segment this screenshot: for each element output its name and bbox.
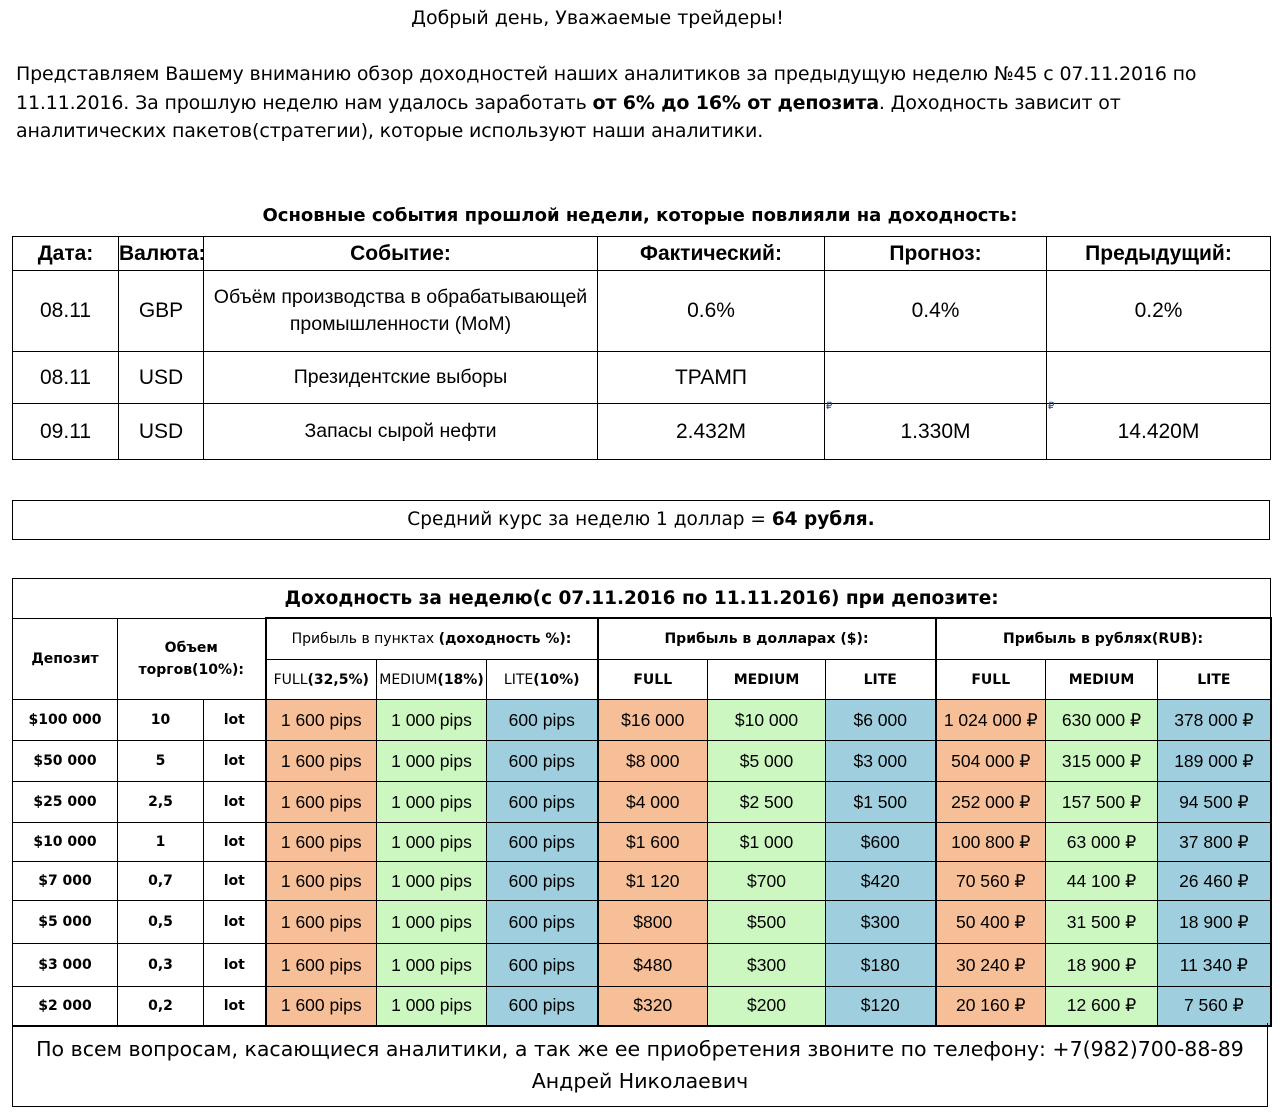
pips-medium: 1 000 pips — [377, 944, 487, 987]
footer-line-2: Андрей Николаевич — [531, 1069, 749, 1093]
event-row — [13, 352, 1271, 404]
events-header-row — [13, 237, 1271, 271]
usd-full: $1 600 — [598, 823, 708, 862]
pips-lite: 600 pips — [487, 862, 598, 901]
event-actual: 2.432M — [598, 404, 825, 460]
intro-text-1: Представляем Вашему вниманию обзор доходностей наших аналитиков за предыдущую неделю №45 с 07.11.2016 по 11.11.2016. За прошлую неделю нам удалось заработать — [16, 63, 1197, 114]
header-usd-group: Прибыль в долларах ($): — [598, 618, 936, 660]
rub-lite: 94 500 ₽ — [1158, 782, 1271, 823]
pips-lite: 600 pips — [487, 987, 598, 1026]
profit-table — [12, 578, 1272, 1027]
volume-value: 0,2 — [118, 987, 204, 1026]
rub-full: 100 800 ₽ — [936, 823, 1046, 862]
profit-title-row — [13, 579, 1271, 619]
header-points-group — [266, 618, 598, 660]
usd-medium: $500 — [708, 901, 826, 944]
event-forecast: 0.4% — [825, 271, 1047, 352]
sub-points-lite — [487, 660, 598, 700]
rub-full: 252 000 ₽ — [936, 782, 1046, 823]
header-currency: Валюта: — [119, 237, 204, 271]
rub-full: 30 240 ₽ — [936, 944, 1046, 987]
deposit-value: $3 000 — [13, 944, 118, 987]
ruble-marker-icon: ₽ — [826, 401, 833, 412]
sub-points-full-label: FULL — [273, 671, 308, 688]
profit-row — [13, 987, 1271, 1026]
usd-lite: $420 — [826, 862, 936, 901]
usd-full: $1 120 — [598, 862, 708, 901]
deposit-value: $25 000 — [13, 782, 118, 823]
rub-medium: 157 500 ₽ — [1046, 782, 1158, 823]
event-previous — [1047, 352, 1271, 404]
volume-value: 10 — [118, 700, 204, 741]
footer-line-1: По всем вопросам, касающиеся аналитики, а так же ее приобретения звоните по телефону: +7(982)700-88-89 — [36, 1037, 1244, 1061]
profit-body — [13, 700, 1271, 1026]
usd-full: $480 — [598, 944, 708, 987]
profit-row — [13, 823, 1271, 862]
intro-highlight: от 6% до 16% от депозита — [592, 91, 879, 114]
exchange-rate-box — [12, 500, 1270, 540]
sub-points-lite-pct: (10%) — [533, 671, 580, 688]
event-previous-cell — [1047, 401, 1271, 460]
sub-points-medium-pct: (18%) — [437, 671, 484, 688]
header-points-label: Прибыль в пунктах — [291, 631, 439, 647]
event-currency: USD — [119, 404, 204, 460]
sub-usd-lite: LITE — [826, 660, 936, 700]
event-previous: 0.2% — [1047, 271, 1271, 352]
usd-full: $4 000 — [598, 782, 708, 823]
rub-lite: 37 800 ₽ — [1158, 823, 1271, 862]
header-forecast: Прогноз: — [825, 237, 1047, 271]
usd-medium: $5 000 — [708, 741, 826, 782]
deposit-value: $7 000 — [13, 862, 118, 901]
usd-full: $8 000 — [598, 741, 708, 782]
profit-row — [13, 944, 1271, 987]
sub-points-medium — [377, 660, 487, 700]
rub-medium: 315 000 ₽ — [1046, 741, 1158, 782]
greeting: Добрый день, Уважаемые трейдеры! — [411, 7, 784, 29]
volume-unit: lot — [204, 944, 266, 987]
usd-lite: $1 500 — [826, 782, 936, 823]
event-date: 08.11 — [13, 271, 119, 352]
volume-unit: lot — [204, 782, 266, 823]
rub-full: 504 000 ₽ — [936, 741, 1046, 782]
sub-points-lite-label: LITE — [503, 671, 534, 688]
usd-lite: $6 000 — [826, 700, 936, 741]
rub-lite: 189 000 ₽ — [1158, 741, 1271, 782]
events-title: Основные события прошлой недели, которые повлияли на доходность: — [262, 205, 1018, 226]
pips-medium: 1 000 pips — [377, 782, 487, 823]
pips-medium: 1 000 pips — [377, 987, 487, 1026]
usd-medium: $10 000 — [708, 700, 826, 741]
pips-lite: 600 pips — [487, 741, 598, 782]
rub-medium: 12 600 ₽ — [1046, 987, 1158, 1026]
usd-full: $320 — [598, 987, 708, 1026]
profit-row — [13, 700, 1271, 741]
usd-medium: $1 000 — [708, 823, 826, 862]
usd-full: $800 — [598, 901, 708, 944]
event-name: Запасы сырой нефти — [204, 404, 598, 460]
rub-medium: 44 100 ₽ — [1046, 862, 1158, 901]
pips-lite: 600 pips — [487, 944, 598, 987]
event-actual: ТРАМП — [598, 352, 825, 404]
volume-unit: lot — [204, 823, 266, 862]
event-currency: GBP — [119, 271, 204, 352]
usd-medium: $2 500 — [708, 782, 826, 823]
deposit-value: $5 000 — [13, 901, 118, 944]
volume-unit: lot — [204, 901, 266, 944]
profit-row — [13, 741, 1271, 782]
usd-lite: $120 — [826, 987, 936, 1026]
rub-medium: 630 000 ₽ — [1046, 700, 1158, 741]
usd-medium: $700 — [708, 862, 826, 901]
pips-full: 1 600 pips — [266, 823, 377, 862]
header-previous: Предыдущий: — [1047, 237, 1271, 271]
pips-full: 1 600 pips — [266, 782, 377, 823]
intro-text-2: . Доходность зависит от аналитических пакетов(стратегии), которые используют наши аналитики. — [16, 91, 1121, 142]
profit-group-row — [13, 618, 1271, 660]
deposit-value: $50 000 — [13, 741, 118, 782]
pips-full: 1 600 pips — [266, 741, 377, 782]
sub-points-full — [266, 660, 377, 700]
header-points-bold: (доходность %): — [438, 631, 572, 647]
volume-value: 5 — [118, 741, 204, 782]
pips-medium: 1 000 pips — [377, 700, 487, 741]
event-currency: USD — [119, 352, 204, 404]
usd-lite: $300 — [826, 901, 936, 944]
sub-usd-full: FULL — [598, 660, 708, 700]
rub-lite: 7 560 ₽ — [1158, 987, 1271, 1026]
event-forecast: 1.330M — [900, 419, 971, 443]
rub-lite: 18 900 ₽ — [1158, 901, 1271, 944]
ruble-marker-icon: ₽ — [1048, 401, 1055, 412]
sub-points-full-pct: (32,5%) — [307, 671, 369, 688]
rub-lite: 26 460 ₽ — [1158, 862, 1271, 901]
rub-lite: 378 000 ₽ — [1158, 700, 1271, 741]
event-date: 09.11 — [13, 404, 119, 460]
exchange-rate-text: Средний курс за неделю 1 доллар = — [407, 509, 772, 530]
sub-usd-medium: MEDIUM — [708, 660, 826, 700]
rub-medium: 31 500 ₽ — [1046, 901, 1158, 944]
deposit-value: $100 000 — [13, 700, 118, 741]
volume-value: 0,3 — [118, 944, 204, 987]
usd-full: $16 000 — [598, 700, 708, 741]
volume-unit: lot — [204, 700, 266, 741]
event-forecast-cell — [825, 401, 1047, 460]
header-rub-group: Прибыль в рублях(RUB): — [936, 618, 1271, 660]
pips-medium: 1 000 pips — [377, 901, 487, 944]
pips-lite: 600 pips — [487, 823, 598, 862]
pips-lite: 600 pips — [487, 782, 598, 823]
event-forecast — [825, 352, 1047, 404]
volume-value: 0,7 — [118, 862, 204, 901]
usd-medium: $200 — [708, 987, 826, 1026]
deposit-value: $2 000 — [13, 987, 118, 1026]
rub-full: 50 400 ₽ — [936, 901, 1046, 944]
volume-unit: lot — [204, 862, 266, 901]
rub-medium: 63 000 ₽ — [1046, 823, 1158, 862]
pips-lite: 600 pips — [487, 700, 598, 741]
event-name: Президентские выборы — [204, 352, 598, 404]
rub-medium: 18 900 ₽ — [1046, 944, 1158, 987]
event-previous: 14.420M — [1117, 419, 1200, 443]
header-volume: Объем торгов(10%): — [118, 618, 266, 700]
rub-full: 20 160 ₽ — [936, 987, 1046, 1026]
usd-lite: $180 — [826, 944, 936, 987]
pips-full: 1 600 pips — [266, 987, 377, 1026]
profit-row — [13, 862, 1271, 901]
footer-contact — [12, 1023, 1268, 1107]
header-date: Дата: — [13, 237, 119, 271]
sub-rub-lite: LITE — [1158, 660, 1271, 700]
sub-rub-full: FULL — [936, 660, 1046, 700]
event-row — [13, 404, 1271, 460]
volume-value: 2,5 — [118, 782, 204, 823]
deposit-value: $10 000 — [13, 823, 118, 862]
volume-unit: lot — [204, 987, 266, 1026]
header-event: Событие: — [204, 237, 598, 271]
event-row — [13, 271, 1271, 352]
event-actual: 0.6% — [598, 271, 825, 352]
volume-unit: lot — [204, 741, 266, 782]
event-date: 08.11 — [13, 352, 119, 404]
rub-full: 1 024 000 ₽ — [936, 700, 1046, 741]
rub-lite: 11 340 ₽ — [1158, 944, 1271, 987]
usd-lite: $3 000 — [826, 741, 936, 782]
pips-medium: 1 000 pips — [377, 862, 487, 901]
volume-value: 0,5 — [118, 901, 204, 944]
intro-paragraph — [16, 60, 1271, 146]
volume-value: 1 — [118, 823, 204, 862]
header-deposit: Депозит — [13, 618, 118, 700]
rub-full: 70 560 ₽ — [936, 862, 1046, 901]
pips-full: 1 600 pips — [266, 944, 377, 987]
sub-rub-medium: MEDIUM — [1046, 660, 1158, 700]
usd-lite: $600 — [826, 823, 936, 862]
pips-full: 1 600 pips — [266, 862, 377, 901]
header-actual: Фактический: — [598, 237, 825, 271]
pips-full: 1 600 pips — [266, 901, 377, 944]
profit-row — [13, 901, 1271, 944]
pips-medium: 1 000 pips — [377, 823, 487, 862]
pips-full: 1 600 pips — [266, 700, 377, 741]
exchange-rate-value: 64 рубля. — [771, 509, 875, 530]
usd-medium: $300 — [708, 944, 826, 987]
sub-points-medium-label: MEDIUM — [379, 671, 438, 688]
pips-medium: 1 000 pips — [377, 741, 487, 782]
event-name: Объём производства в обрабатывающей промышленности (MoM) — [204, 271, 598, 352]
pips-lite: 600 pips — [487, 901, 598, 944]
events-table — [12, 236, 1271, 460]
profit-row — [13, 782, 1271, 823]
profit-title: Доходность за неделю(с 07.11.2016 по 11.11.2016) при депозите: — [13, 579, 1271, 619]
